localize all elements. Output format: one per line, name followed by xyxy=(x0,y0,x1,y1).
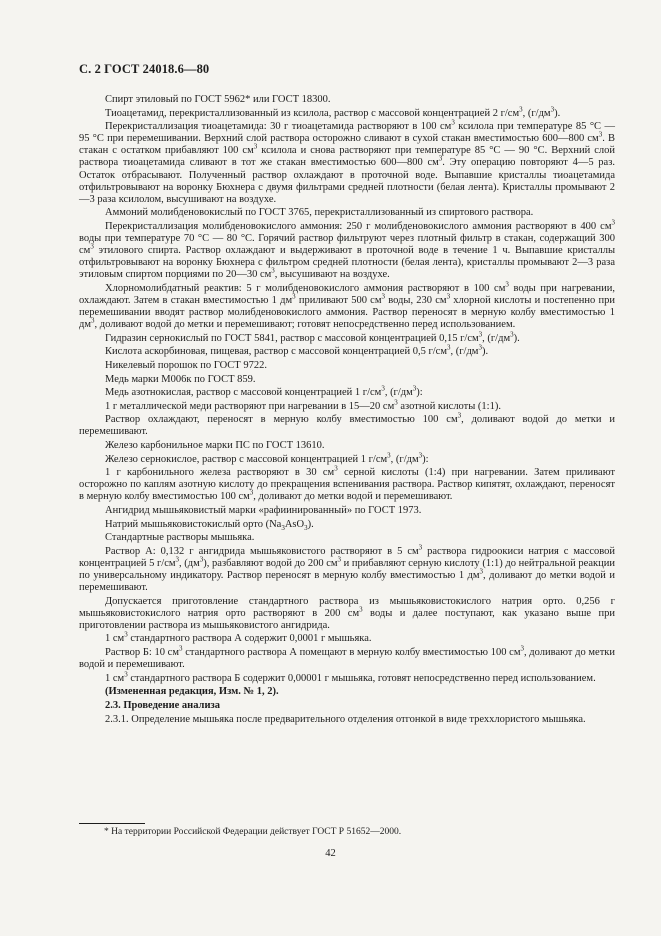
paragraph: Гидразин сернокислый по ГОСТ 5841, раствор с массовой концентрацией 0,15 $г/см^3$, $(г/дм^3)$. xyxy=(105,330,520,344)
paragraph: Кислота аскорбиновая, пищевая, раствор с массовой концентрацией 0,5 $г/см^3$, $(г/дм^3)$. xyxy=(105,343,489,358)
footnote-divider xyxy=(79,823,145,824)
paragraph: 2.3. Проведение анализа xyxy=(105,699,220,711)
paragraph: 1 г карбонильного железа растворяют в 30 $см^3$ серной кислоты (1:4) при нагревании. Затем приливают осторожно по каплям азотную кислоту до прекращения вспенивания раствора. Раствор кипятят, охлаждают, переносят в мерную колбу вместимостью 100 $см^3$, доливают до метки водой и перемешивают. xyxy=(79,464,615,503)
paragraph: Раствор А: 0,132 г ангидрида мышьяковистого растворяют в 5 $см^3$ раствора гидроокиси натрия с массовой концентрацией 5 $г/см^3$, $(дм^3)$, разбавляют водой до 200 $см^3$ и прибавляют серную кислоту (1:1) до нейтральной реакции по универсальному индикатору. Раствор переносят в мерную колбу вместимостью 1 $дм^3$, доливают до метки водой и перемешивают. xyxy=(79,543,616,594)
paragraph: Перекристаллизация молибденовокислого аммония: 250 г молибденовокислого аммония растворяют в 400 $см^3$ воды при температуре 70 °С — 80 °С. Горячий раствор фильтруют через плотный фильтр в стакан, содержащий 300 $см^3$ этилового спирта. Раствор охлаждают и выдерживают в проточной воде в течение 1 ч. Выпавшие кристаллы отфильтровывают на воронку Бюхнера с фильтром средней плотности (белая лента), кристаллы промывают 2—3 раза этиловым спиртом порциями по 20—30 $см^3$, высушивают на воздухе. xyxy=(79,218,615,281)
paragraph: Спирт этиловый по ГОСТ 5962* или ГОСТ 18300. xyxy=(105,94,331,105)
paragraph: Хлорномолибдатный реактив: 5 г молибденовокислого аммония растворяют в 100 $см^3$ воды при нагревании, охлаждают. Затем в стакан вместимостью 1 $дм^3$ приливают 500 $см^3$ воды, 230 $см^3$ хлорной кислоты и постепенно при перемешивании вводят раствор молибденовокислого аммония. Раствор переносят в мерную колбу вместимостью 1 $дм^3$, доливают водой до метки и перемешивают; готовят непосредственно перед использованием. xyxy=(79,280,615,331)
paragraph: Раствор охлаждают, переносят в мерную колбу вместимостью 100 $см^3$, доливают водой до метки и перемешивают. xyxy=(79,411,615,438)
paragraph: Стандартные растворы мышьяка. xyxy=(105,532,255,544)
paragraph: 1 $см^3$ стандартного раствора А содержит 0,0001 г мышьяка. xyxy=(105,630,372,645)
paragraph: Медь марки М006к по ГОСТ 859. xyxy=(105,373,256,385)
paragraph: Натрий мышьяковистокислый орто $(Na_3AsO_3)$. xyxy=(105,518,314,532)
page-number: 42 xyxy=(325,848,336,859)
paragraph: 1 г металлической меди растворяют при нагревании в 15—20 $см^3$ азотной кислоты (1:1). xyxy=(105,398,501,412)
paragraph: 1 $см^3$ стандартного раствора Б содержит 0,00001 г мышьяка, готовят непосредственно перед использованием. xyxy=(105,670,596,684)
paragraph: (Измененная редакция, Изм. № 1, 2). xyxy=(105,686,279,698)
paragraph: Тиоацетамид, перекристаллизованный из ксилола, раствор с массовой концентрацией 2 $г/см^3$, $(г/дм^3)$. xyxy=(105,105,561,119)
paragraph: Никелевый порошок по ГОСТ 9722. xyxy=(105,359,267,371)
paragraph: Аммоний молибденовокислый по ГОСТ 3765, перекристаллизованный из спиртового раствора. xyxy=(105,207,534,219)
paragraph: Допускается приготовление стандартного раствора из мышьяковистокислого натрия орто. 0,256 г мышьяковистокислого натрия орто растворяют в 200 $см^3$ воды и далее поступают, как указано выше при приготовлении раствора из мышьяковистого ангидрида. xyxy=(79,595,616,631)
paragraph: Медь азотнокислая, раствор с массовой концентрацией 1 $г/см^3$, $(г/дм^3)$: xyxy=(105,384,423,399)
document-body xyxy=(79,94,615,726)
page-header: С. 2 ГОСТ 24018.6—80 xyxy=(79,62,210,76)
paragraph: Раствор Б: 10 $см^3$ стандартного раствора А помещают в мерную колбу вместимостью 100 $см^3$, доливают до метки водой и перемешивают. xyxy=(79,644,616,671)
paragraph: 2.3.1. Определение мышьяка после предварительного отделения отгонкой в виде треххлористого мышьяка. xyxy=(105,713,586,725)
paragraph: Железо сернокислое, раствор с массовой концентрацией 1 $г/см^3$, $(г/дм^3)$: xyxy=(105,451,429,465)
paragraph: Железо карбонильное марки ПС по ГОСТ 13610. xyxy=(105,440,325,452)
paragraph: Ангидрид мышьяковистый марки «рафиинированный» по ГОСТ 1973. xyxy=(105,505,422,516)
footnote: * На территории Российской Федерации действует ГОСТ Р 51652—2000. xyxy=(104,827,402,837)
paragraph: Перекристаллизация тиоацетамида: 30 г тиоацетамида растворяют в 100 $см^3$ ксилола при температуре 85 °С — 95 °С при перемешивании. Верхний слой раствора осторожно сливают в сухой стакан вместимостью 600—800 $см^3$. В стакан с остатком прибавляют 100 $см^3$ ксилола и снова растворяют при температуре 85 °С — 90 °С. Верхний слой раствора тиоацетамида сливают в тот же стакан вместимостью 600—800 $см^3$. Эту операцию повторяют 4—5 раз. Остаток отбрасывают. Полученный раствор охлаждают в проточной воде. Выпавшие кристаллы тиоацетамида отфильтровывают на воронку Бюхнера с двумя фильтрами средней плотности (белая лента). Кристаллы промывают 2—3 раза ксилолом, высушивают на воздухе. xyxy=(79,118,616,205)
